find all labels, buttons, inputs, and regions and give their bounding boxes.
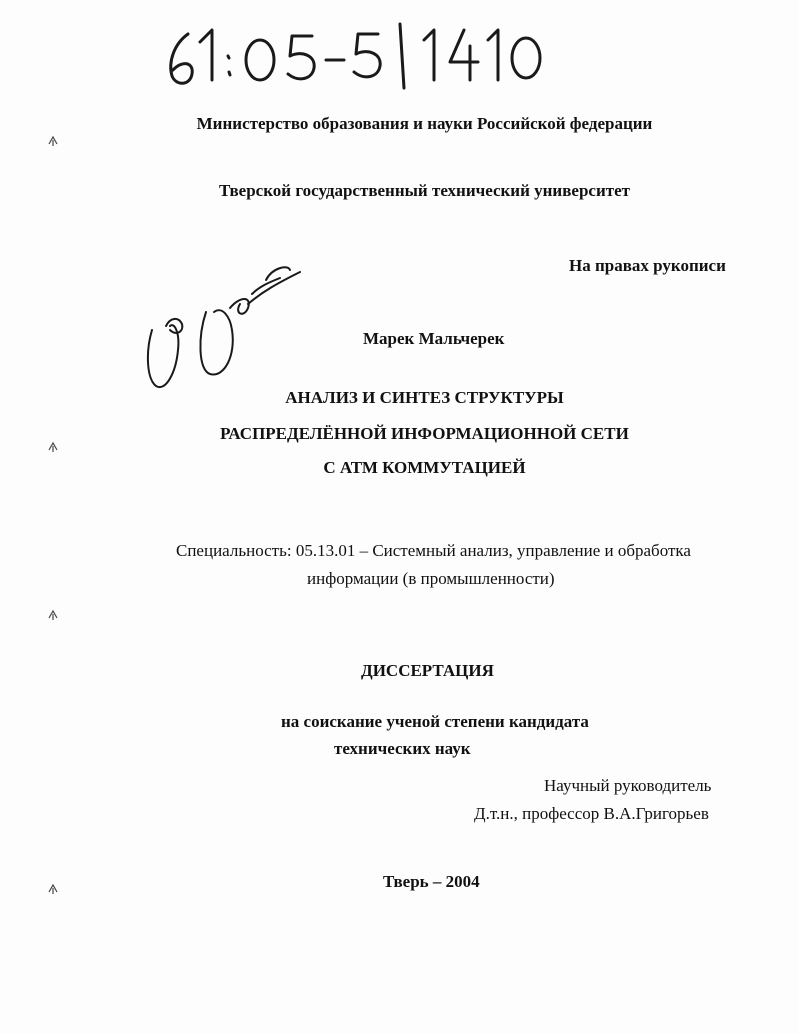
specialty-line-1: Специальность: 05.13.01 – Системный анализ, управление и обработка: [176, 541, 691, 560]
supervisor-label: Научный руководитель: [544, 776, 712, 795]
thesis-title-line-1: АНАЛИЗ И СИНТЕЗ СТРУКТУРЫ: [285, 388, 564, 407]
signature-drawing: [140, 260, 305, 395]
specialty-line-2: информации (в промышленности): [307, 569, 555, 588]
margin-mark: [46, 134, 60, 148]
university-heading: Тверской государственный технический университет: [219, 181, 630, 200]
thesis-title-line-3: С АТМ КОММУТАЦИЕЙ: [323, 458, 526, 477]
margin-mark: [46, 608, 60, 622]
place-year: Тверь – 2004: [383, 872, 480, 891]
thesis-title-line-2: РАСПРЕДЕЛЁННОЙ ИНФОРМАЦИОННОЙ СЕТИ: [220, 424, 629, 443]
signature: [140, 260, 305, 395]
rights-note: На правах рукописи: [569, 256, 726, 275]
degree-line-1: на соискание ученой степени кандидата: [281, 712, 589, 731]
archive-code-handwritten: [160, 20, 560, 90]
margin-mark: [46, 882, 60, 896]
supervisor-name: Д.т.н., профессор В.А.Григорьев: [474, 804, 709, 823]
degree-line-2: технических наук: [334, 739, 471, 758]
ministry-heading: Министерство образования и науки Российской федерации: [196, 114, 653, 133]
author-name: Марек Мальчерек: [363, 329, 505, 348]
document-type: ДИССЕРТАЦИЯ: [361, 661, 494, 680]
archive-code-drawing: [160, 20, 560, 90]
